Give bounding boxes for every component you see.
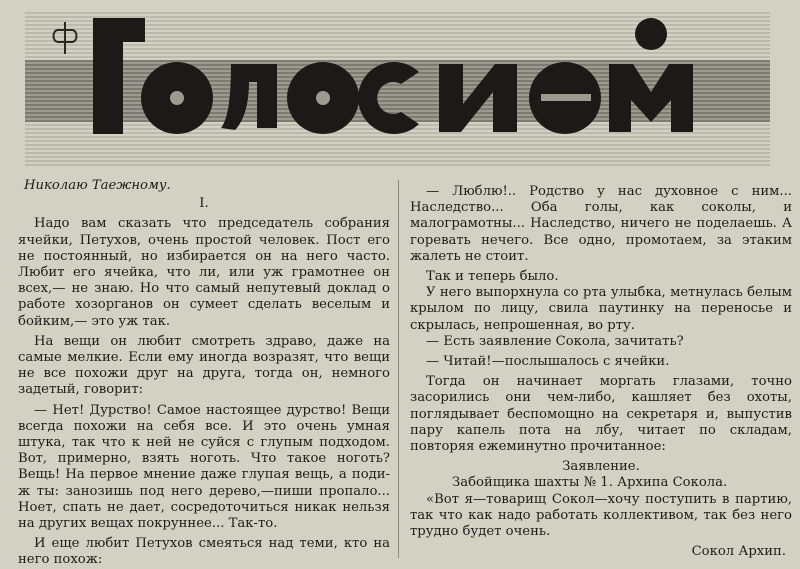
statement-heading: Заявление. bbox=[562, 459, 640, 475]
section-number: I. bbox=[199, 196, 209, 212]
paragraph: — Люблю!.. Родство у нас духовное с ним... Наследство... Оба голы, как соколы, и малограмотны... Наследство, ничего не поделаешь. А горевать нечего. Все одно, промотаем, за этаким жалеть не стоит. bbox=[410, 184, 792, 264]
dedication: Николаю Таежному. bbox=[24, 178, 171, 193]
paragraph: — Нет! Дурство! Самое настоящее дурство! Вещи всегда похожи на себя все. И это очень умная штука, так что к ней не суйся с глупым подходом. Вот, примерно, взять ноготь. Что такое ноготь? Вещь! На первое мнение даже глупая вещь, а поди-ж ты: занозишь под него дерево,—пиши пропало... Ноет, спать не дает, сосредоточиться никак нельзя на других вещах покруннее... Так-то. bbox=[18, 402, 390, 532]
paragraph: Так и теперь было. bbox=[426, 269, 559, 285]
paragraph: На вещи он любит смотреть здраво, даже на самые мелкие. Если ему иногда возразят, что вещи не все похожи друг на друга, тогда он, немного задетый, говорит: bbox=[18, 333, 390, 398]
column-divider bbox=[398, 180, 399, 558]
paragraph: И еще любит Петухов смеяться над теми, кто на него похож: bbox=[18, 536, 390, 568]
paragraph: У него выпорхнула со рта улыбка, метнулась белым крылом по лицу, свила паутинку на переносье и скрылась, непрошенная, во рту. bbox=[410, 285, 792, 333]
signature: Сокол Архип. bbox=[691, 544, 786, 560]
paragraph: Надо вам сказать что председатель собрания ячейки, Петухов, очень простой человек. Пост его не постоянный, но избирается он на него часто. Любит его ячейка, что ли, или уж грамотнее он всех,— не знаю. Но что самый непутевый доклад о работе хозорганов он сумеет сделать веселым и бойким,— это уж так. bbox=[18, 216, 390, 329]
left-column bbox=[18, 178, 390, 569]
right-column bbox=[410, 184, 792, 560]
dialogue-line: — Есть заявление Сокола, зачитать? bbox=[426, 333, 684, 349]
dialogue-line: — Читай!—послышалось с ячейки. bbox=[426, 354, 670, 370]
paragraph: Тогда он начинает моргать глазами, точно засорились они чем-либо, кашляет без охоты, поглядывает беспомощно на секретаря и, выпустив пару капель пота на лбу, читает по складам, повторяя ежеминутно прочитанное: bbox=[410, 374, 792, 455]
header-banner bbox=[25, 12, 770, 168]
statement-author: Забойщика шахты № 1. Архипа Сокола. bbox=[452, 475, 728, 491]
title-lettering-logo bbox=[25, 12, 770, 168]
statement-text: «Вот я—товарищ Сокол—хочу поступить в партию, так что как надо работать коллективом, так без него трудно будет очень. bbox=[410, 491, 792, 540]
emblem-icon bbox=[54, 22, 77, 54]
